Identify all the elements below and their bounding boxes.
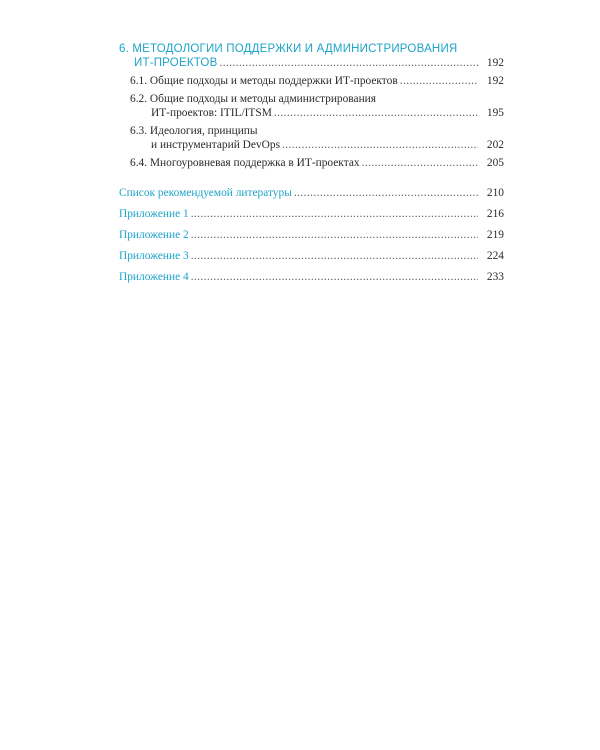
section-title-line-2: и инструментарий DevOps [151, 139, 280, 151]
dot-leader [219, 56, 478, 70]
link-label: Приложение 3 [119, 250, 189, 262]
page-number: 219 [486, 229, 504, 241]
toc-appendix-links [119, 186, 504, 284]
dot-leader [274, 106, 478, 120]
dot-leader [282, 138, 478, 152]
dot-leader [191, 270, 478, 284]
toc-section-6-3[interactable] [127, 124, 504, 152]
table-of-contents [119, 42, 504, 284]
link-label: Список рекомендуемой литературы [119, 187, 292, 199]
section-title-line-1: 6.3. Идеология, принципы [130, 125, 258, 137]
dot-leader [400, 74, 478, 88]
toc-section-6-4[interactable] [127, 156, 504, 170]
chapter-title-line-1: 6. МЕТОДОЛОГИИ ПОДДЕРЖКИ И АДМИНИСТРИРОВАНИЯ [119, 43, 458, 55]
toc-section-6-2[interactable] [127, 92, 504, 120]
page-number: 202 [486, 139, 504, 151]
link-label: Приложение 1 [119, 208, 189, 220]
page-number: 205 [486, 157, 504, 169]
dot-leader [191, 249, 478, 263]
page-number: 233 [486, 271, 504, 283]
section-title: 6.1. Общие подходы и методы поддержки ИТ-проектов [130, 75, 398, 87]
page-number: 224 [486, 250, 504, 262]
dot-leader [294, 186, 478, 200]
toc-chapter-6[interactable] [119, 42, 504, 70]
toc-link-appendix-4[interactable] [119, 270, 504, 284]
page-number: 210 [486, 187, 504, 199]
page-number: 195 [486, 107, 504, 119]
section-title: 6.4. Многоуровневая поддержка в ИТ-проектах [130, 157, 360, 169]
page-number: 192 [486, 57, 504, 69]
toc-link-bibliography[interactable] [119, 186, 504, 200]
toc-link-appendix-3[interactable] [119, 249, 504, 263]
chapter-title-line-2: ИТ-ПРОЕКТОВ [134, 57, 218, 69]
page-number: 192 [486, 75, 504, 87]
dot-leader [191, 207, 478, 221]
dot-leader [362, 156, 478, 170]
link-label: Приложение 4 [119, 271, 189, 283]
toc-link-appendix-2[interactable] [119, 228, 504, 242]
toc-section-6-1[interactable] [127, 74, 504, 88]
page-number: 216 [486, 208, 504, 220]
link-label: Приложение 2 [119, 229, 189, 241]
section-title-line-2: ИТ-проектов: ITIL/ITSM [151, 107, 272, 119]
toc-link-appendix-1[interactable] [119, 207, 504, 221]
dot-leader [191, 228, 478, 242]
section-title-line-1: 6.2. Общие подходы и методы администрирования [130, 93, 377, 105]
